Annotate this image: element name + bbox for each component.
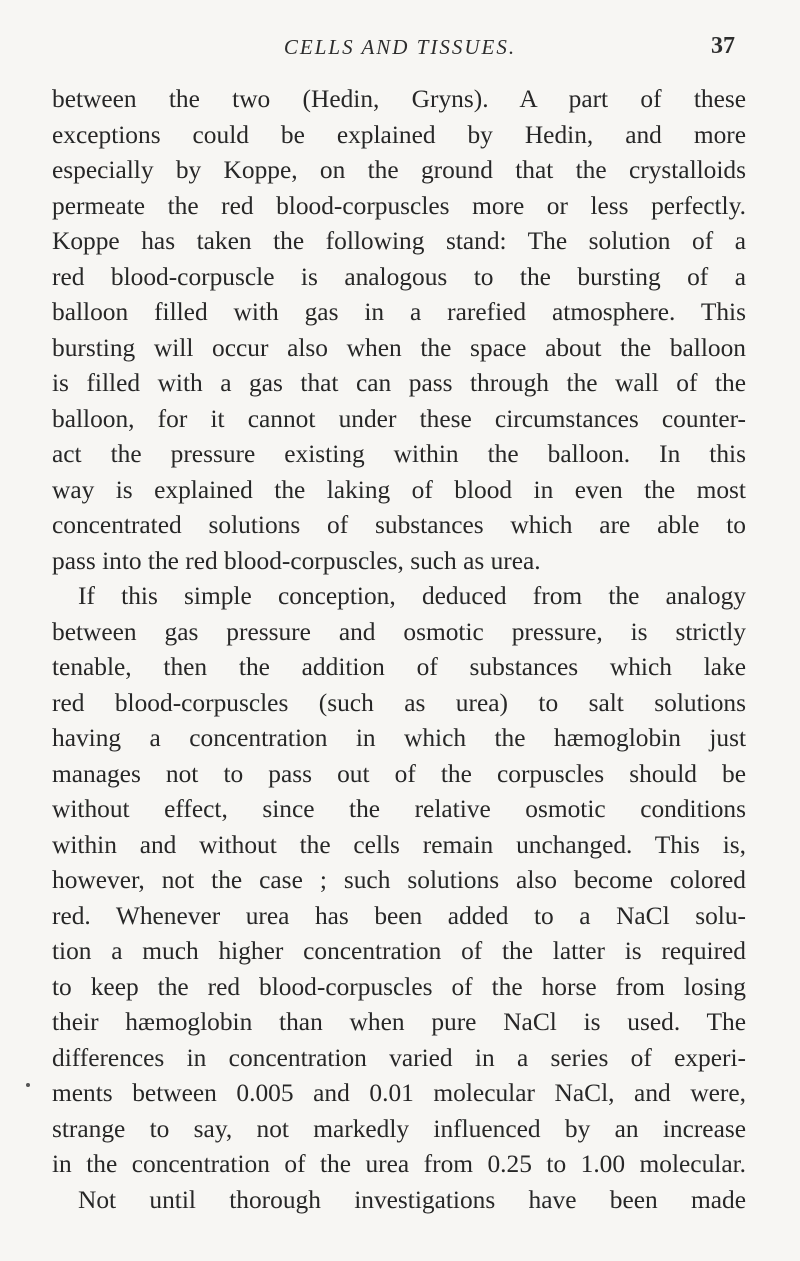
text-line: however, not the case ; such solutions also become colored bbox=[52, 866, 746, 894]
text-line: red. Whenever urea has been added to a NaCl solu- bbox=[52, 901, 746, 930]
text-line: having a concentration in which the hæmoglobin just bbox=[52, 724, 746, 752]
text-line: between gas pressure and osmotic pressure, is strictly bbox=[52, 617, 746, 646]
running-head: CELLS AND TISSUES. bbox=[283, 35, 517, 59]
margin-mark bbox=[26, 1083, 30, 1087]
text-line: pass into the red blood-corpuscles, such as urea. bbox=[52, 546, 541, 575]
text-line: ments between 0.005 and 0.01 molecular NaCl, and were, bbox=[52, 1079, 746, 1107]
text-line: bursting will occur also when the space about the balloon bbox=[52, 333, 746, 362]
text-line: If this simple conception, deduced from the analogy bbox=[78, 582, 746, 610]
text-line: balloon, for it cannot under these circumstances counter- bbox=[52, 404, 746, 433]
text-line: to keep the red blood-corpuscles of the horse from losing bbox=[52, 972, 746, 1001]
text-line: strange to say, not markedly influenced by an increase bbox=[52, 1114, 746, 1143]
text-line: tion a much higher concentration of the latter is required bbox=[52, 937, 746, 965]
text-line: red blood-corpuscle is analogous to the bursting of a bbox=[52, 262, 746, 291]
text-line: especially by Koppe, on the ground that the crystalloids bbox=[52, 156, 746, 184]
text-line: red blood-corpuscles (such as urea) to salt solutions bbox=[52, 688, 746, 717]
text-line: differences in concentration varied in a series of experi- bbox=[52, 1043, 746, 1072]
text-line: without effect, since the relative osmotic conditions bbox=[52, 795, 746, 823]
text-line: their hæmoglobin than when pure NaCl is used. The bbox=[52, 1008, 746, 1036]
text-line: manages not to pass out of the corpuscles should be bbox=[52, 759, 746, 788]
body-text bbox=[52, 82, 746, 1218]
text-line: Koppe has taken the following stand: The solution of a bbox=[52, 227, 746, 255]
text-line: between the two (Hedin, Gryns). A part of these bbox=[52, 85, 746, 113]
text-line: within and without the cells remain unchanged. This is, bbox=[52, 830, 746, 859]
text-line: act the pressure existing within the balloon. In this bbox=[52, 440, 746, 468]
page-number: 37 bbox=[711, 33, 735, 59]
text-line: concentrated solutions of substances which are able to bbox=[52, 511, 746, 539]
text-line: way is explained the laking of blood in even the most bbox=[52, 475, 746, 504]
text-line: Not until thorough investigations have been made bbox=[78, 1185, 746, 1214]
text-line: exceptions could be explained by Hedin, and more bbox=[52, 120, 746, 149]
text-line: is filled with a gas that can pass through the wall of the bbox=[52, 369, 746, 397]
text-line: tenable, then the addition of substances which lake bbox=[52, 653, 746, 681]
text-line: in the concentration of the urea from 0.25 to 1.00 molecular. bbox=[52, 1150, 746, 1178]
text-line: balloon filled with gas in a rarefied atmosphere. This bbox=[52, 298, 746, 326]
text-line: permeate the red blood-corpuscles more or less perfectly. bbox=[52, 191, 746, 220]
